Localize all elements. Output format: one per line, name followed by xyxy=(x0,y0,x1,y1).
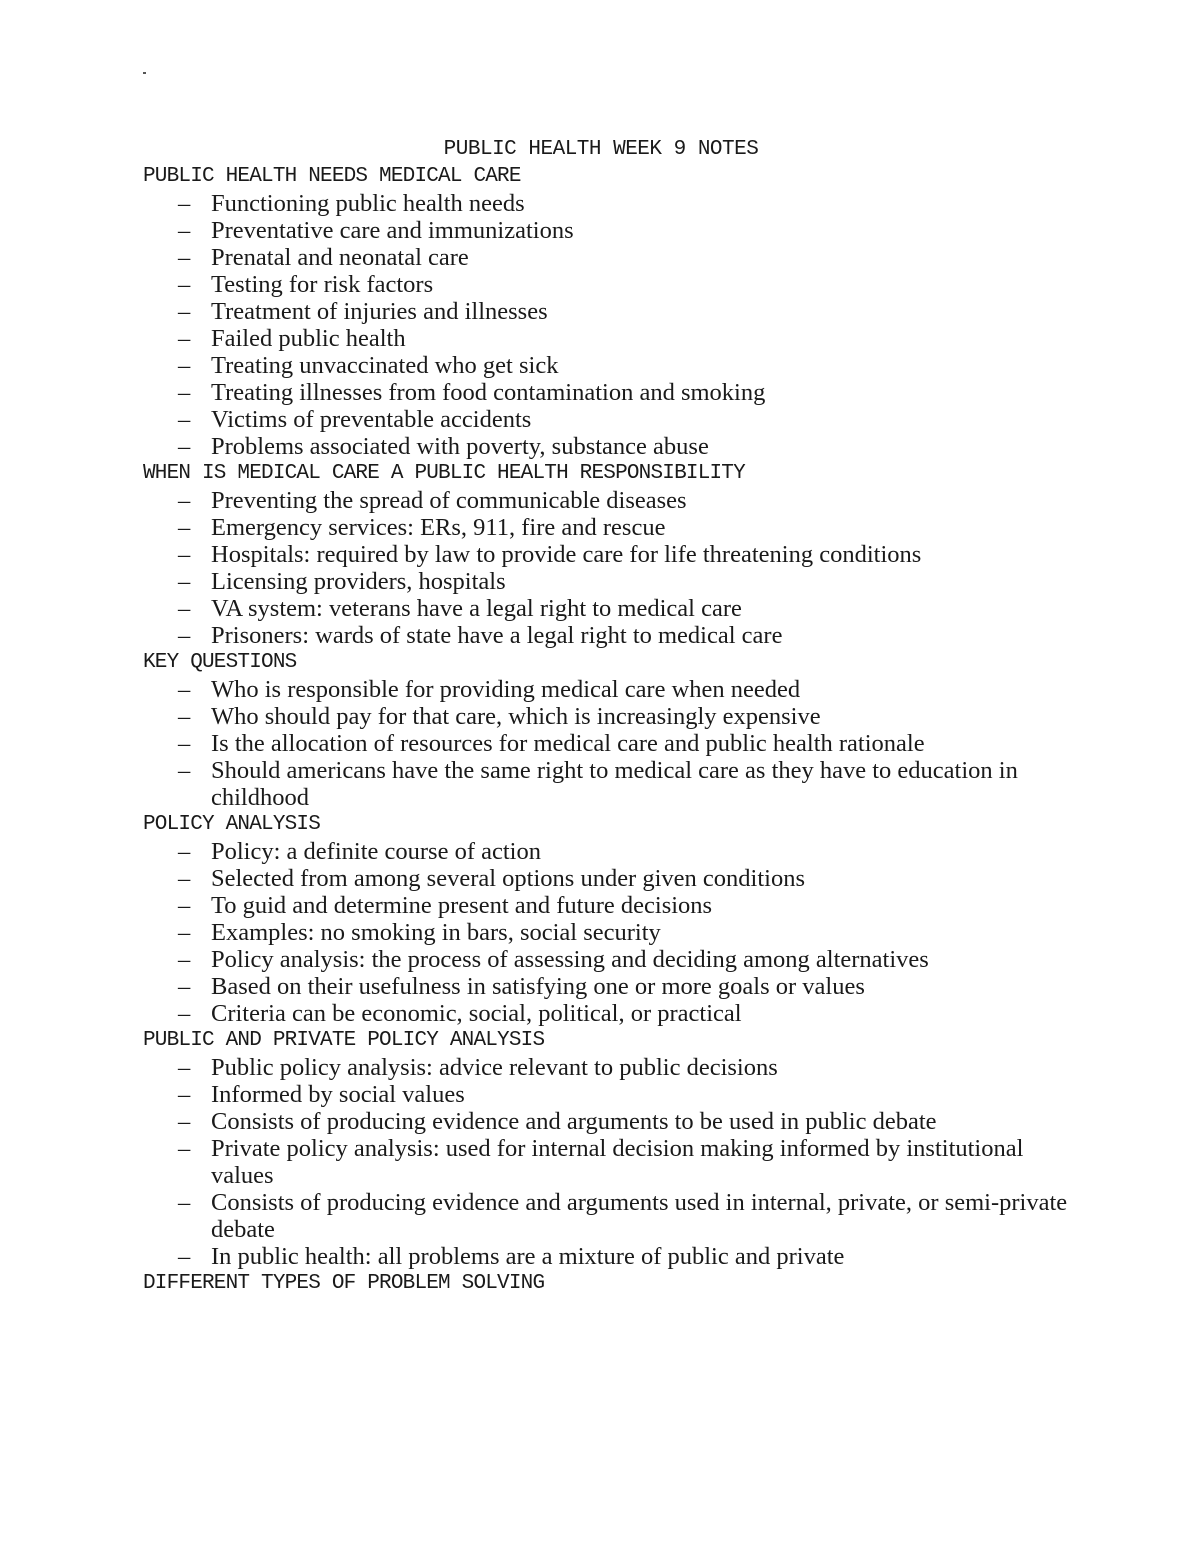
list-item xyxy=(143,622,1083,649)
dash-bullet-icon: – xyxy=(178,352,191,379)
list-item xyxy=(143,325,1083,352)
dash-bullet-icon: – xyxy=(178,271,191,298)
dash-bullet-icon: – xyxy=(178,541,191,568)
list-item-text: Treating illnesses from food contamination and smoking xyxy=(211,379,766,406)
dash-bullet-icon: – xyxy=(178,946,191,973)
list-item xyxy=(143,1243,1083,1270)
list-item xyxy=(143,352,1083,379)
dash-bullet-icon: – xyxy=(178,1081,191,1108)
list-item xyxy=(143,1000,1083,1027)
dash-bullet-icon: – xyxy=(178,1189,191,1216)
dash-bullet-icon: – xyxy=(178,217,191,244)
section xyxy=(143,649,1083,811)
section-heading: DIFFERENT TYPES OF PROBLEM SOLVING xyxy=(143,1272,545,1295)
section-heading: KEY QUESTIONS xyxy=(143,651,297,674)
list-item-text: Selected from among several options under given conditions xyxy=(211,865,805,892)
list-item-text: Criteria can be economic, social, political, or practical xyxy=(211,1000,742,1027)
list-item-text: Prisoners: wards of state have a legal right to medical care xyxy=(211,622,783,649)
list-item-text: Policy analysis: the process of assessing and deciding among alternatives xyxy=(211,946,929,973)
dash-bullet-icon: – xyxy=(178,1000,191,1027)
section-heading: POLICY ANALYSIS xyxy=(143,813,321,836)
dash-bullet-icon: – xyxy=(178,757,191,784)
list-item xyxy=(143,1054,1083,1081)
bullet-list xyxy=(143,1054,1083,1270)
bullet-list xyxy=(143,190,1083,460)
dash-bullet-icon: – xyxy=(178,865,191,892)
dash-bullet-icon: – xyxy=(178,568,191,595)
sections-container xyxy=(143,163,1083,1297)
dash-bullet-icon: – xyxy=(178,487,191,514)
dash-bullet-icon: – xyxy=(178,892,191,919)
list-item-text: Treating unvaccinated who get sick xyxy=(211,352,559,379)
section-heading: PUBLIC HEALTH NEEDS MEDICAL CARE xyxy=(143,165,521,188)
dash-bullet-icon: – xyxy=(178,919,191,946)
list-item xyxy=(143,676,1083,703)
list-item xyxy=(143,595,1083,622)
dash-bullet-icon: – xyxy=(178,1054,191,1081)
dash-bullet-icon: – xyxy=(178,244,191,271)
list-item-text: Examples: no smoking in bars, social security xyxy=(211,919,661,946)
section xyxy=(143,163,1083,460)
list-item xyxy=(143,271,1083,298)
dash-bullet-icon: – xyxy=(178,1108,191,1135)
list-item-text: Who is responsible for providing medical care when needed xyxy=(211,676,801,703)
section-heading: WHEN IS MEDICAL CARE A PUBLIC HEALTH RESPONSIBILITY xyxy=(143,462,745,485)
dash-bullet-icon: – xyxy=(178,190,191,217)
list-item xyxy=(143,892,1083,919)
list-item xyxy=(143,541,1083,568)
section xyxy=(143,1027,1083,1270)
list-item-text: Based on their usefulness in satisfying one or more goals or values xyxy=(211,973,865,1000)
list-item-text: Is the allocation of resources for medical care and public health rationale xyxy=(211,730,925,757)
list-item xyxy=(143,1081,1083,1108)
dash-bullet-icon: – xyxy=(178,379,191,406)
dash-bullet-icon: – xyxy=(178,298,191,325)
list-item-text: Victims of preventable accidents xyxy=(211,406,532,433)
section xyxy=(143,460,1083,649)
dash-bullet-icon: – xyxy=(178,622,191,649)
notes-body xyxy=(143,136,1083,1297)
list-item-text: Public policy analysis: advice relevant to public decisions xyxy=(211,1054,778,1081)
list-item xyxy=(143,433,1083,460)
dash-bullet-icon: – xyxy=(178,703,191,730)
list-item xyxy=(143,190,1083,217)
list-item xyxy=(143,865,1083,892)
dash-bullet-icon: – xyxy=(178,406,191,433)
list-item xyxy=(143,568,1083,595)
section xyxy=(143,1270,1083,1297)
list-item xyxy=(143,1189,1083,1243)
dash-bullet-icon: – xyxy=(178,433,191,460)
list-item xyxy=(143,973,1083,1000)
list-item-text: Testing for risk factors xyxy=(211,271,434,298)
list-item xyxy=(143,217,1083,244)
list-item xyxy=(143,298,1083,325)
dash-bullet-icon: – xyxy=(178,730,191,757)
list-item-text: Should americans have the same right to medical care as they have to education in childhood xyxy=(211,757,1018,811)
list-item-text: Preventative care and immunizations xyxy=(211,217,574,244)
list-item xyxy=(143,730,1083,757)
list-item-text: Hospitals: required by law to provide care for life threatening conditions xyxy=(211,541,922,568)
list-item xyxy=(143,487,1083,514)
list-item xyxy=(143,919,1083,946)
dash-bullet-icon: – xyxy=(178,973,191,1000)
dash-bullet-icon: – xyxy=(178,595,191,622)
list-item-text: Policy: a definite course of action xyxy=(211,838,541,865)
list-item xyxy=(143,379,1083,406)
list-item-text: Consists of producing evidence and arguments to be used in public debate xyxy=(211,1108,937,1135)
list-item xyxy=(143,946,1083,973)
list-item-text: Functioning public health needs xyxy=(211,190,525,217)
dash-bullet-icon: – xyxy=(178,1243,191,1270)
bullet-list xyxy=(143,676,1083,811)
list-item-text: Preventing the spread of communicable diseases xyxy=(211,487,687,514)
list-item-text: Prenatal and neonatal care xyxy=(211,244,469,271)
list-item-text: Licensing providers, hospitals xyxy=(211,568,506,595)
list-item-text: Who should pay for that care, which is increasingly expensive xyxy=(211,703,821,730)
list-item xyxy=(143,1135,1083,1189)
list-item-text: Private policy analysis: used for internal decision making informed by institutional values xyxy=(211,1135,1024,1189)
dash-bullet-icon: – xyxy=(178,838,191,865)
list-item-text: Treatment of injuries and illnesses xyxy=(211,298,548,325)
list-item-text: Failed public health xyxy=(211,325,406,352)
list-item-text: In public health: all problems are a mixture of public and private xyxy=(211,1243,845,1270)
list-item xyxy=(143,757,1083,811)
list-item-text: Informed by social values xyxy=(211,1081,465,1108)
dash-bullet-icon: – xyxy=(178,325,191,352)
document-title: PUBLIC HEALTH WEEK 9 NOTES xyxy=(443,138,759,161)
list-item xyxy=(143,244,1083,271)
list-item-text: To guid and determine present and future decisions xyxy=(211,892,713,919)
list-item-text: Consists of producing evidence and arguments used in internal, private, or semi-private debate xyxy=(211,1189,1068,1243)
list-item-text: Emergency services: ERs, 911, fire and rescue xyxy=(211,514,666,541)
dash-bullet-icon: – xyxy=(178,514,191,541)
section xyxy=(143,811,1083,1027)
bullet-list xyxy=(143,838,1083,1027)
dash-bullet-icon: – xyxy=(178,1135,191,1162)
list-item xyxy=(143,514,1083,541)
list-item xyxy=(143,838,1083,865)
bullet-list xyxy=(143,487,1083,649)
list-item-text: VA system: veterans have a legal right to medical care xyxy=(211,595,742,622)
list-item xyxy=(143,703,1083,730)
list-item xyxy=(143,406,1083,433)
list-item xyxy=(143,1108,1083,1135)
list-item-text: Problems associated with poverty, substance abuse xyxy=(211,433,709,460)
section-heading: PUBLIC AND PRIVATE POLICY ANALYSIS xyxy=(143,1029,545,1052)
scan-speck xyxy=(143,72,146,74)
dash-bullet-icon: – xyxy=(178,676,191,703)
